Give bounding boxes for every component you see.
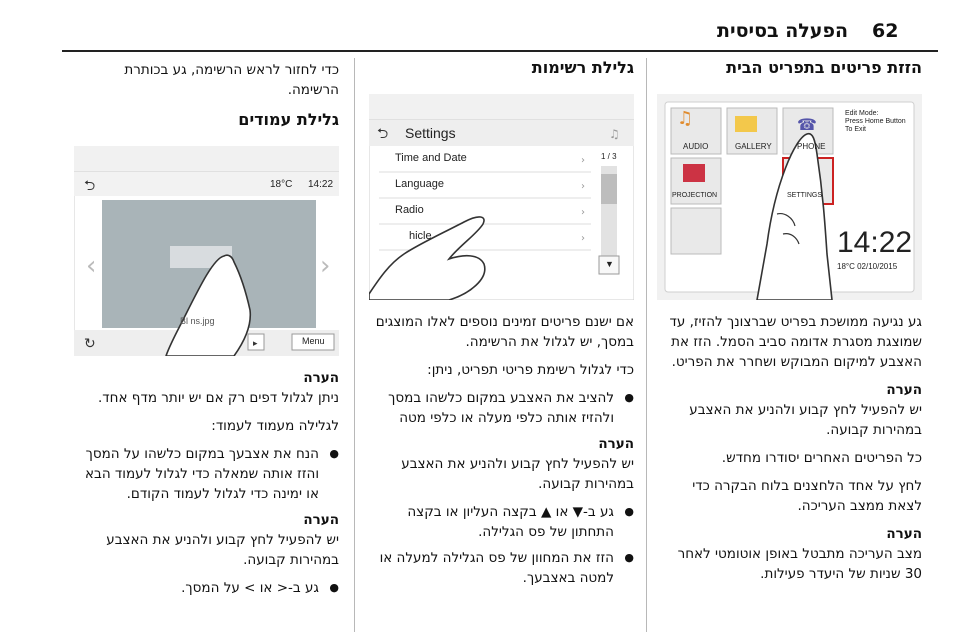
tile-settings-label: SETTINGS <box>787 192 823 199</box>
scroll-howto: כדי לגלול רשימת פריטי תפריט, ניתן: <box>427 362 634 378</box>
note-heading: הערה <box>303 512 339 528</box>
right-column <box>657 58 922 592</box>
time-readout: 14:22 <box>308 179 334 190</box>
note-text: יש להפעיל לחץ קבוע ולהניע את האצבע במהירות קבועה. <box>401 456 634 492</box>
home-screen-illustration <box>657 94 922 300</box>
column-divider <box>354 58 355 632</box>
section-heading-scroll-lists: גלילת רשימות <box>531 58 634 77</box>
clock-time: 14:22 <box>837 226 913 259</box>
edit-mode-label: Edit Mode: Press Home Button To Exit <box>845 110 906 133</box>
scroll-options <box>368 388 634 428</box>
svg-text:›: › <box>581 233 585 244</box>
list-item: ● הזז את המחוון של פס הגלילה למעלה או למטה באצבעך. <box>368 548 634 588</box>
rearrange-text: כל הפריטים האחרים יסודרו מחדש. <box>721 450 922 466</box>
settings-list-illustration <box>369 94 634 300</box>
running-title: הפעלה בסיסית <box>717 20 848 42</box>
back-icon[interactable]: ⮌ <box>377 126 389 142</box>
list-item: ● גע ב-▼ או ▲ בקצה העליון או בקצה התחתון של פס הגלילה. <box>368 502 634 542</box>
temperature-readout: 18°C <box>270 179 293 190</box>
gallery-page-illustration <box>74 146 339 356</box>
note-heading: הערה <box>886 382 922 398</box>
middle-column <box>368 58 634 594</box>
status-temp-date: 18°C 02/10/2015 <box>837 262 898 271</box>
svg-text:♫: ♫ <box>677 108 694 129</box>
list-item-vehicle[interactable]: hicle <box>409 230 432 242</box>
page-scroll-options <box>70 444 339 504</box>
note-heading: הערה <box>598 436 634 452</box>
page-scroll-howto: לגלילה מעמוד לעמוד: <box>211 418 339 434</box>
svg-text:›: › <box>581 155 585 166</box>
list-item-language[interactable]: Language <box>395 178 444 190</box>
section-heading-scroll-pages: גלילת עמודים <box>238 110 339 129</box>
settings-title: Settings <box>405 125 456 141</box>
scroll-intro: אם ישנם פריטים זמינים נוספים לאלו המוצגים במסך, יש לגלול את הרשימה. <box>375 314 634 350</box>
column-divider <box>646 58 647 632</box>
tile-phone-label: PHONE <box>797 142 826 151</box>
move-items-instructions: גע נגיעה ממושכת בפריט שברצונך להזיז, עד שמוצגת מסגרת אדומה סביב הסמל. הזז את האצבע למיקום המבוקש ושחרר את הפריט. <box>669 314 922 370</box>
previous-page-icon[interactable]: ‹ <box>86 251 97 281</box>
header-rule <box>62 50 938 52</box>
page-indicator: 1 / 3 <box>601 152 617 161</box>
tile-audio-label: AUDIO <box>683 142 709 151</box>
image-filename: Bl ns.jpg <box>180 316 215 326</box>
tile-projection-label: PROJECTION <box>672 192 718 199</box>
menu-label: Menu <box>302 336 325 346</box>
svg-text:›: › <box>581 181 585 192</box>
rotate-icon[interactable]: ↻ <box>84 336 96 352</box>
svg-text:☎: ☎ <box>797 115 817 134</box>
scroll-options-more <box>368 502 634 588</box>
return-top-text: כדי לחזור לראש הרשימה, גע בכותרת הרשימה. <box>124 62 339 98</box>
music-icon: ♫ <box>609 127 620 141</box>
next-page-icon[interactable]: › <box>320 251 331 281</box>
list-item: ● הנח את אצבעך במקום כלשהו על המסך והזז אותה שמאלה כדי לגלול לעמוד הבא או ימינה כדי לגלול לעמוד הקודם. <box>70 444 339 504</box>
tile-gallery-label: GALLERY <box>735 142 772 151</box>
note-text: מצב העריכה מתבטל באופן אוטומטי לאחר 30 שניות של היעדר פעילות. <box>677 546 922 582</box>
back-icon[interactable]: ⮌ <box>84 178 96 194</box>
scrollbar[interactable] <box>601 166 617 256</box>
left-column <box>70 58 339 604</box>
note-text: ניתן לגלול דפים רק אם יש יותר מדף אחד. <box>98 390 339 406</box>
list-item: ● גע ב-< או > על המסך. <box>70 578 339 598</box>
exit-edit-text: לחץ על אחד הלחצנים בלוח הבקרה כדי לצאת ממצב העריכה. <box>692 478 922 514</box>
note-text: יש להפעיל לחץ קבוע ולהניע את האצבע במהירות קבועה. <box>106 532 339 568</box>
page-scroll-options-more <box>70 578 339 598</box>
note-text: יש להפעיל לחץ קבוע ולהניע את האצבע במהירות קבועה. <box>689 402 922 438</box>
svg-text:›: › <box>581 207 585 218</box>
page-number: 62 <box>872 20 899 42</box>
note-heading: הערה <box>303 370 339 386</box>
page-header <box>0 0 960 48</box>
section-heading-move-items: הזזת פריטים בתפריט הבית <box>726 58 922 77</box>
list-item-time-date[interactable]: Time and Date <box>395 152 467 164</box>
down-arrow-icon[interactable]: ▼ <box>605 259 614 269</box>
note-heading: הערה <box>886 526 922 542</box>
list-item-radio[interactable]: Radio <box>395 204 424 216</box>
list-item: ● להציב את האצבע במקום כלשהו במסך ולהזיז אותה כלפי מעלה או כלפי מטה <box>368 388 634 428</box>
svg-text:▸: ▸ <box>253 339 258 349</box>
